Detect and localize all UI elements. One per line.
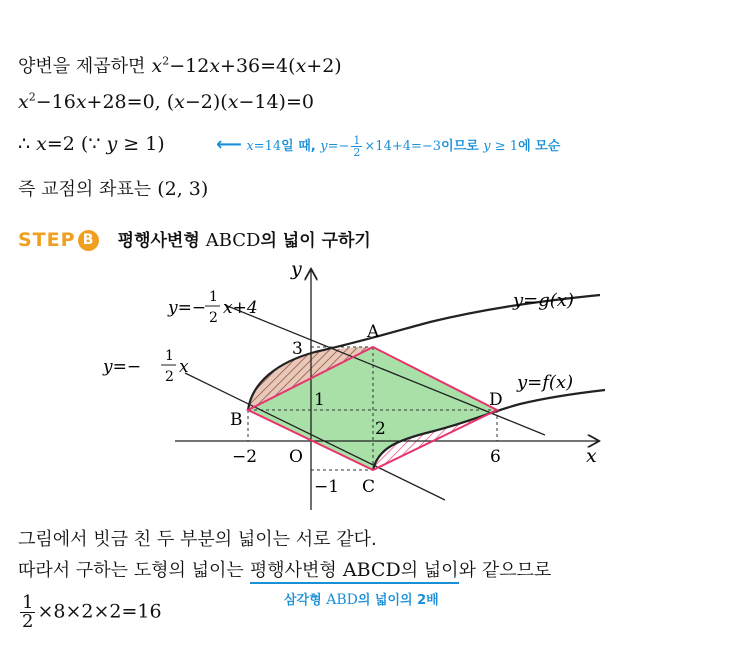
text-part: 의 넓이 [400,560,459,581]
exponent: 2 [162,54,170,68]
underlined-parallelogram-area [250,559,459,584]
eq-part: −14)=0 [238,91,314,113]
label-denominator: 2 [165,369,174,385]
tick-minus-2: −2 [232,447,258,467]
step-title-part: ABCD [205,230,261,251]
numerator: 1 [22,592,34,613]
triangle-note [284,589,439,608]
point-b-label: B [230,410,243,430]
label-part: x [179,357,189,377]
step-title-part: 의 넓이 구하기 [260,231,371,251]
label-f: y=f(x) [517,372,574,393]
eq-part: −16 [35,91,76,113]
origin-label: O [289,447,303,467]
eq-part: −2)( [184,91,228,113]
denominator: 2 [22,611,34,632]
left-arrow-icon: ⟵ [216,134,242,155]
var-x: x [174,91,185,113]
label-line-minus-half-x [102,348,189,385]
label-numerator: 1 [209,289,218,305]
text-part: 평행사변형 [249,560,337,581]
eq-part: =14 [253,139,282,154]
var-y: y [483,139,491,154]
tick-2: 2 [375,419,386,439]
label-numerator: 1 [165,348,174,364]
area-equal-text [18,556,551,582]
note-text: 일 때, [281,139,316,154]
text-squared-both: 양변을 제곱하면 [18,56,146,77]
label-part: y=− [168,298,207,318]
hatched-equal-text: 그림에서 빗금 친 두 부분의 넓이는 서로 같다. [18,529,377,550]
var-y: y [320,139,328,154]
denominator: 2 [353,146,361,159]
text-part: ABCD [342,559,401,581]
eq-part: +36=4( [220,55,296,77]
eq-part: +28=0, ( [86,91,175,113]
tick-1: 1 [314,390,325,410]
text-part: 따라서 구하는 도형의 넓이는 [18,560,244,581]
var-x: x [227,91,239,113]
tick-minus-1: −1 [314,477,340,497]
therefore-symbol: ∴ [18,133,31,155]
intersection-point: (2, 3) [157,178,209,200]
point-a-label: A [367,322,380,342]
tick-3: 3 [292,339,303,359]
step-badge: B [78,230,99,251]
var-y: y [106,133,118,155]
label-part: x+4 [223,298,258,318]
eq-part: ≥ 1) [123,133,165,155]
note-text: 삼각형 [284,593,322,608]
step-label: STEP [18,229,76,251]
final-computation [18,594,162,631]
var-x: x [18,91,29,113]
y-axis-label: y [291,258,302,280]
label-denominator: 2 [209,310,218,326]
var-x: x [36,133,47,155]
tick-6: 6 [490,447,501,467]
label-part: y=− [103,357,142,377]
var-x: x [295,55,307,77]
var-x: x [209,55,221,77]
x-axis-label: x [586,445,597,467]
step-title-part: 평행사변형 [117,231,200,251]
computation-rest: ×8×2×2=16 [37,600,162,623]
point-d-label: D [489,390,503,410]
exponent: 2 [28,90,36,104]
eq-part: +2) [306,55,342,77]
point-c-label: C [362,477,376,497]
eq-part: ×14+4=−3 [364,139,442,154]
text-part: 와 같으므로 [458,560,552,581]
intersection-text: 즉 교점의 좌표는 [18,179,152,200]
var-x: x [75,91,87,113]
label-line-minus-half-x-plus-4 [167,289,258,326]
var-x: x [151,55,163,77]
note-text: ABD [326,592,358,608]
note-text: 이므로 [441,139,479,154]
eq-part: =2 (∵ [46,133,101,155]
note-text: 에 모순 [518,139,561,154]
eq-part: =− [327,139,350,154]
var-x: x [246,139,254,154]
note-text: 의 넓이의 2배 [357,593,439,608]
fraction [20,594,35,631]
eq-part: ≥ 1 [494,139,519,154]
numerator: 1 [353,134,361,147]
eq-part: −12 [169,55,210,77]
label-g: y=g(x) [513,290,574,311]
